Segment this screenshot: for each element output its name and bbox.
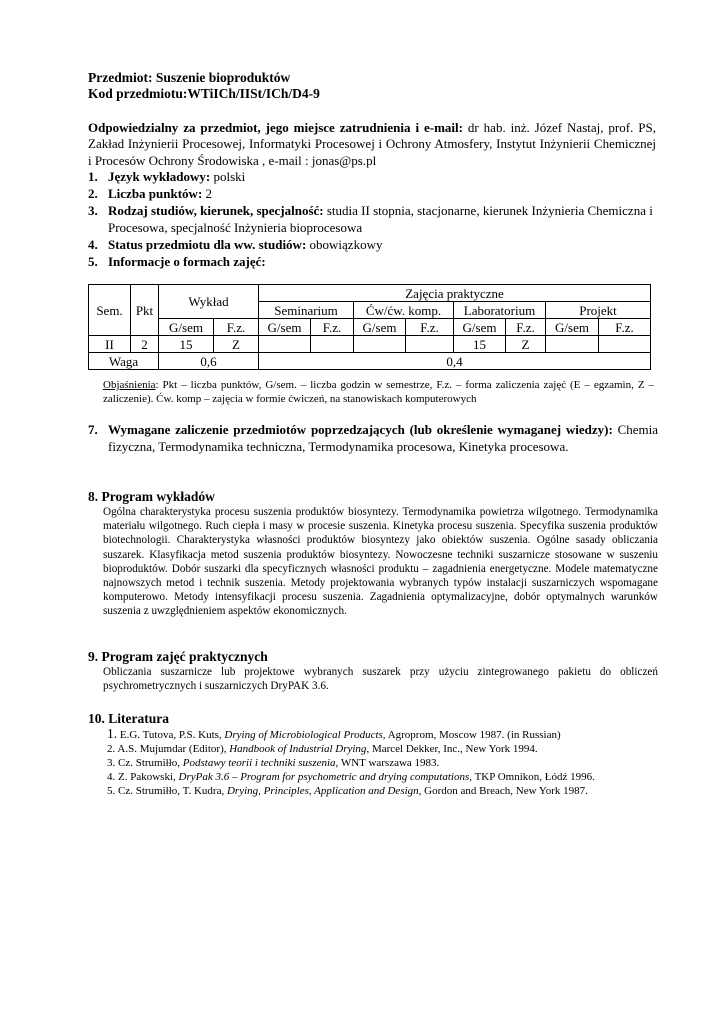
header-fz: F.z. <box>506 319 546 336</box>
list-item: 3. Cz. Strumiłło, Podstawy teorii i techniki suszenia, WNT warszawa 1983. <box>107 757 440 769</box>
header-seminarium: Seminarium <box>259 302 354 319</box>
responsible-text: dr hab. inż. Józef Nastaj, prof. PS, Zakład Inżynierii Procesowej, Informatyki Procesowej i Ochrony Atmosfery, Instytut Inżynierii Chemicznej i Procesów Ochrony Środowiska , e-mail : jonas@ps.pl <box>88 120 656 168</box>
list-item: 2. Liczba punktów: 2 <box>88 186 213 201</box>
header-sem: Sem. <box>89 285 131 336</box>
cell-proj-f <box>599 336 651 353</box>
list-item: 3. Rodzaj studiów, kierunek, specjalność: studia II stopnia, stacjonarne, kierunek Inżynieria Chemiczna i Procesowa, specjalność Inżynieria bioprocesowa <box>88 203 653 235</box>
cell-waga-label: Waga <box>89 353 159 370</box>
list-item: 4. Status przedmiotu dla ww. studiów: obowiązkowy <box>88 237 383 252</box>
cell-proj-g <box>546 336 599 353</box>
header-laboratorium: Laboratorium <box>454 302 546 319</box>
header-wyklad: Wykład <box>159 285 259 319</box>
header-practical: Zajęcia praktyczne <box>259 285 651 302</box>
header-cwiczenia: Ćw/ćw. komp. <box>354 302 454 319</box>
table-row-waga <box>89 353 651 370</box>
header-fz: F.z. <box>406 319 454 336</box>
header-projekt: Projekt <box>546 302 651 319</box>
responsible-paragraph <box>88 120 656 169</box>
header-pkt: Pkt <box>131 285 159 336</box>
header-gsem: G/sem <box>259 319 311 336</box>
cell-cw-f <box>406 336 454 353</box>
list-item: 4. Z. Pakowski, DryPak 3.6 – Program for psychometric and drying computations, TKP Omnikon, Łódź 1996. <box>107 771 595 783</box>
cell-waga-lecture: 0,6 <box>159 353 259 370</box>
responsible-label: Odpowiedzialny za przedmiot, jego miejsce zatrudnienia i e-mail: <box>88 120 463 135</box>
section-9-body: Obliczania suszarnicze lub projektowe wybranych suszarek przy użyciu zintegrowanego pakietu do obliczeń psychrometrycznych i suszarniczych DryPAK 3.6. <box>103 666 658 693</box>
header-fz: F.z. <box>214 319 259 336</box>
header-gsem: G/sem <box>159 319 214 336</box>
list-item: 2. A.S. Mujumdar (Editor), Handbook of Industrial Drying, Marcel Dekker, Inc., New York 1994. <box>107 743 538 755</box>
cell-lab-f: Z <box>506 336 546 353</box>
cell-cw-g <box>354 336 406 353</box>
subject-code: Kod przedmiotu:WTiICh/IISt/ICh/D4-9 <box>88 86 320 101</box>
section-9 <box>88 648 658 693</box>
cell-waga-practical: 0,4 <box>259 353 651 370</box>
section-10 <box>88 710 658 727</box>
section-10-title: 10. Literatura <box>88 711 169 726</box>
cell-lab-g: 15 <box>454 336 506 353</box>
header-gsem: G/sem <box>354 319 406 336</box>
list-item: 5. Cz. Strumiłło, T. Kudra, Drying, Principles, Application and Design, Gordon and Breach, New York 1987. <box>107 785 588 797</box>
header-fz: F.z. <box>599 319 651 336</box>
header-gsem: G/sem <box>454 319 506 336</box>
table-row <box>89 336 651 353</box>
cell-sem-g <box>259 336 311 353</box>
list-item: 1. E.G. Tutova, P.S. Kuts, Drying of Microbiological Products, Agroprom, Moscow 1987. (in Russian) <box>107 726 561 741</box>
header-gsem: G/sem <box>546 319 599 336</box>
section-9-title: 9. Program zajęć praktycznych <box>88 649 268 664</box>
cell-wyklad-g: 15 <box>159 336 214 353</box>
list-item: 5. Informacje o formach zajęć: <box>88 254 266 269</box>
subject-title: Przedmiot: Suszenie bioproduktów <box>88 70 291 85</box>
literature-list <box>107 727 595 798</box>
header-fz: F.z. <box>311 319 354 336</box>
info-list <box>88 168 658 270</box>
section-8-body: Ogólna charakterystyka procesu suszenia produktów biosyntezy. Termodynamika powietrza wilgotnego. Termodynamika materiału wilgotnego. Ruch ciepła i masy w procesie suszenia. Kinetyka procesu suszenia. Specyfika suszenia produktów biotechnologii. Charakterystyka własności produktów biosyntezy jako obiektów suszenia. Ogólne sasady obliczania suszarek. Klasyfikacja metod suszenia produktów biosyntezy. Nowoczesne techniki suszarnicze stosowane w suszeniu bioproduktów. Dobór suszarki dla specyficznych własności produktu – zagadnienia energetyczne. Modele matematyczne najnowszych metod i technik suszenia. Metody projektowania wybranych typów instalacji suszarniczych wspomagane komputerowo. Metody intensyfikacji procesu suszenia. Zagadnienia optymalizacyjne, dobór optymalnych warunków suszenia z uwzględnieniem aspektów ekonomicznych. <box>103 506 658 618</box>
cell-wyklad-f: Z <box>214 336 259 353</box>
list-item: 1. Język wykładowy: polski <box>88 169 246 184</box>
table-explanation: Objaśnienia: Pkt – liczba punktów, G/sem. – liczba godzin w semestrze, F.z. – forma zaliczenia zajęć (E – egzamin, Z – zaliczenie). Ćw. komp – zajęcia w formie ćwiczeń, na stanowiskach komputerowych <box>103 379 654 405</box>
cell-sem: II <box>89 336 131 353</box>
cell-sem-f <box>311 336 354 353</box>
section-7: 7. Wymagane zaliczenie przedmiotów poprzedzających (lub określenie wymaganej wiedzy): Chemia fizyczna, Termodynamika techniczna, Termodynamika procesowa, Kinetyka procesowa. <box>88 422 659 454</box>
section-8-title: 8. Program wykładów <box>88 489 215 504</box>
section-8 <box>88 488 658 619</box>
cell-pkt: 2 <box>131 336 159 353</box>
forms-table <box>88 284 651 370</box>
